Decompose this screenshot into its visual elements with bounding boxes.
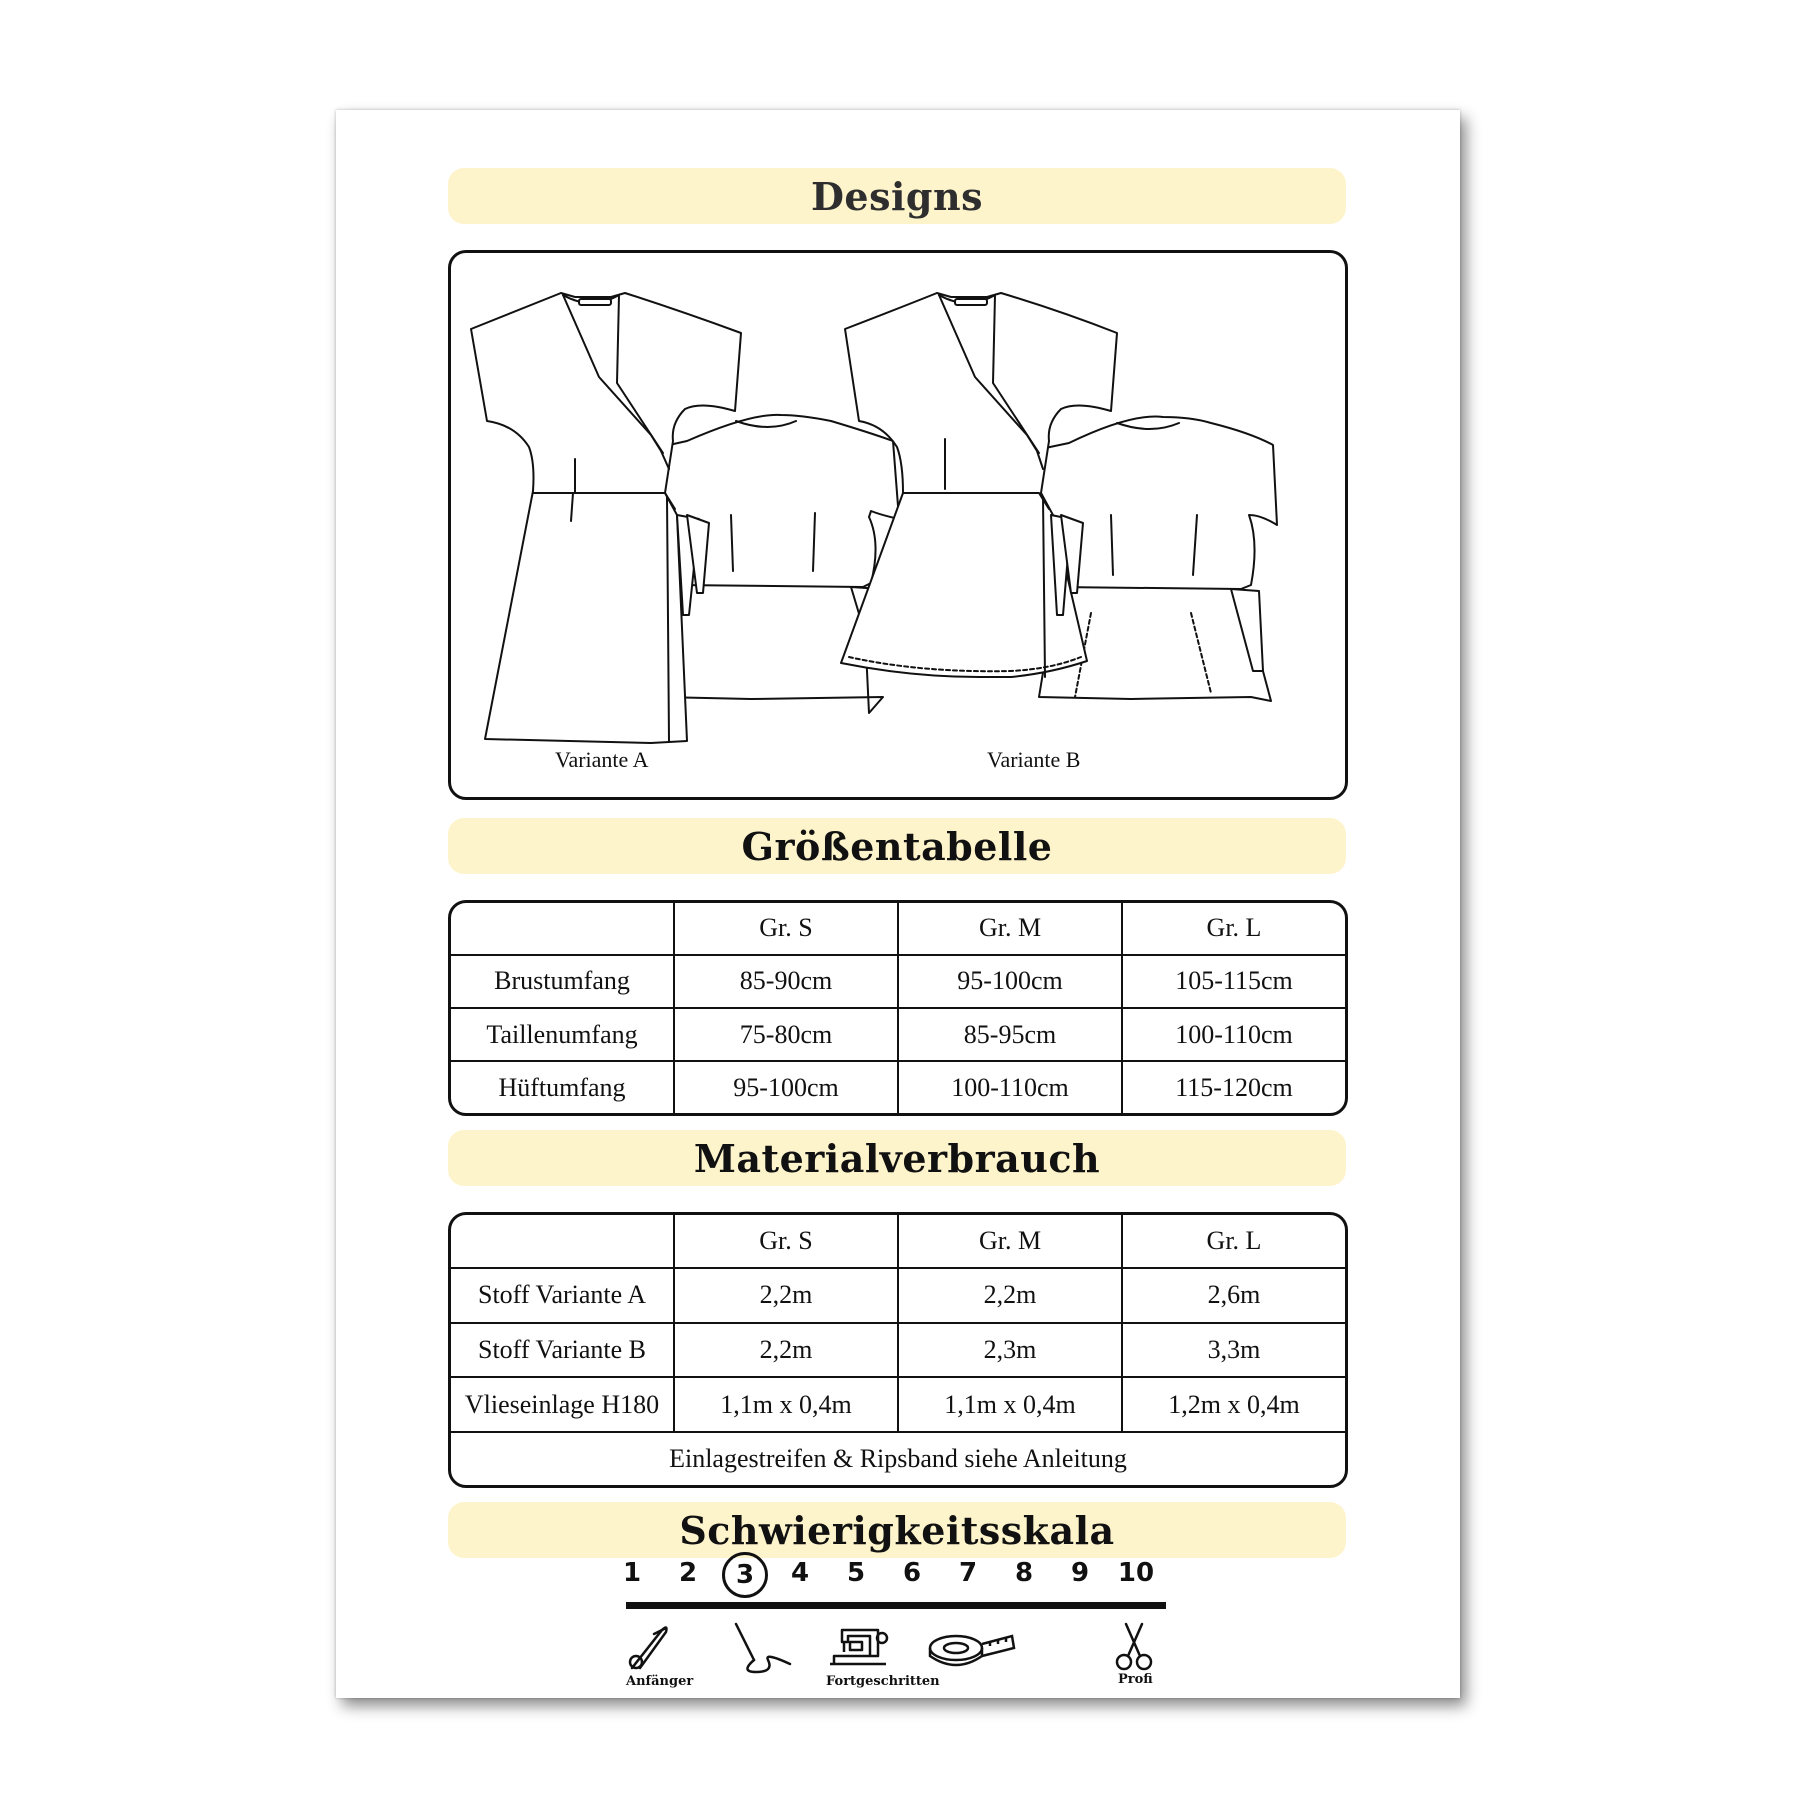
level-label-pro: Profi (1118, 1672, 1153, 1687)
level-label-beginner: Anfänger (626, 1674, 694, 1689)
designs-heading: Designs (448, 168, 1346, 224)
variant-a-caption: Variante A (555, 747, 649, 772)
table-row (451, 955, 1345, 1008)
table-cell: Hüftumfang (451, 1061, 674, 1113)
material-footnote: Einlagestreifen & Ripsband siehe Anleitung (451, 1432, 1345, 1485)
level-label-advanced: Fortgeschritten (826, 1674, 940, 1689)
table-cell: 1,2m x 0,4m (1122, 1377, 1345, 1432)
table-cell: 1,1m x 0,4m (674, 1377, 898, 1432)
table-cell: 115-120cm (1122, 1061, 1345, 1113)
table-cell: Stoff Variante B (451, 1323, 674, 1378)
table-cell: 75-80cm (674, 1008, 898, 1061)
needle-thread-icon (730, 1620, 796, 1678)
table-cell: 100-110cm (1122, 1008, 1345, 1061)
scale-number: 7 (958, 1558, 978, 1588)
table-row (451, 1061, 1345, 1113)
designs-illustration-box (448, 250, 1348, 800)
table-cell: Gr. L (1122, 1215, 1345, 1268)
scale-bar (626, 1602, 1166, 1609)
table-cell: Gr. M (898, 903, 1122, 955)
size-table (448, 900, 1348, 1116)
measuring-tape-icon (928, 1630, 1016, 1670)
table-row (451, 1323, 1345, 1378)
table-cell: 85-95cm (898, 1008, 1122, 1061)
table-cell: 95-100cm (674, 1061, 898, 1113)
table-cell: 2,2m (674, 1323, 898, 1378)
size-chart-heading: Größentabelle (448, 818, 1346, 874)
scale-number: 2 (678, 1558, 698, 1588)
scale-number-selected: 3 (722, 1552, 768, 1598)
table-cell: 1,1m x 0,4m (898, 1377, 1122, 1432)
table-cell: Gr. M (898, 1215, 1122, 1268)
scale-number: 6 (902, 1558, 922, 1588)
table-cell: 3,3m (1122, 1323, 1345, 1378)
table-cell: 2,6m (1122, 1268, 1345, 1323)
table-cell: 85-90cm (674, 955, 898, 1008)
material-table (448, 1212, 1348, 1488)
table-cell: Gr. L (1122, 903, 1345, 955)
scale-number: 1 (622, 1558, 642, 1588)
table-cell (451, 903, 674, 955)
table-cell: 95-100cm (898, 955, 1122, 1008)
difficulty-heading: Schwierigkeitsskala (448, 1502, 1346, 1558)
material-table-header-row (451, 1215, 1345, 1268)
table-cell: Brustumfang (451, 955, 674, 1008)
scale-number: 9 (1070, 1558, 1090, 1588)
scale-number: 5 (846, 1558, 866, 1588)
table-cell: 100-110cm (898, 1061, 1122, 1113)
table-cell (451, 1215, 674, 1268)
table-cell: 105-115cm (1122, 955, 1345, 1008)
pattern-sheet (336, 110, 1460, 1698)
table-cell: 2,2m (674, 1268, 898, 1323)
table-row (451, 1377, 1345, 1432)
table-row (451, 1268, 1345, 1323)
table-cell: Gr. S (674, 903, 898, 955)
difficulty-scale (622, 1558, 1166, 1698)
table-cell: Stoff Variante A (451, 1268, 674, 1323)
variant-b-caption: Variante B (987, 747, 1081, 772)
table-row (451, 1008, 1345, 1061)
table-footnote-row (451, 1432, 1345, 1485)
scale-number: 10 (1117, 1558, 1155, 1588)
sewing-machine-icon (826, 1622, 890, 1670)
size-table-header-row (451, 903, 1345, 955)
table-cell: 2,3m (898, 1323, 1122, 1378)
table-cell: Taillenumfang (451, 1008, 674, 1061)
dress-technical-drawings (451, 253, 1345, 797)
material-heading: Materialverbrauch (448, 1130, 1346, 1186)
scale-number: 4 (790, 1558, 810, 1588)
safety-pin-icon (626, 1622, 672, 1672)
scale-number: 8 (1014, 1558, 1034, 1588)
table-cell: 2,2m (898, 1268, 1122, 1323)
scissors-icon (1112, 1620, 1156, 1674)
table-cell: Vlieseinlage H180 (451, 1377, 674, 1432)
table-cell: Gr. S (674, 1215, 898, 1268)
